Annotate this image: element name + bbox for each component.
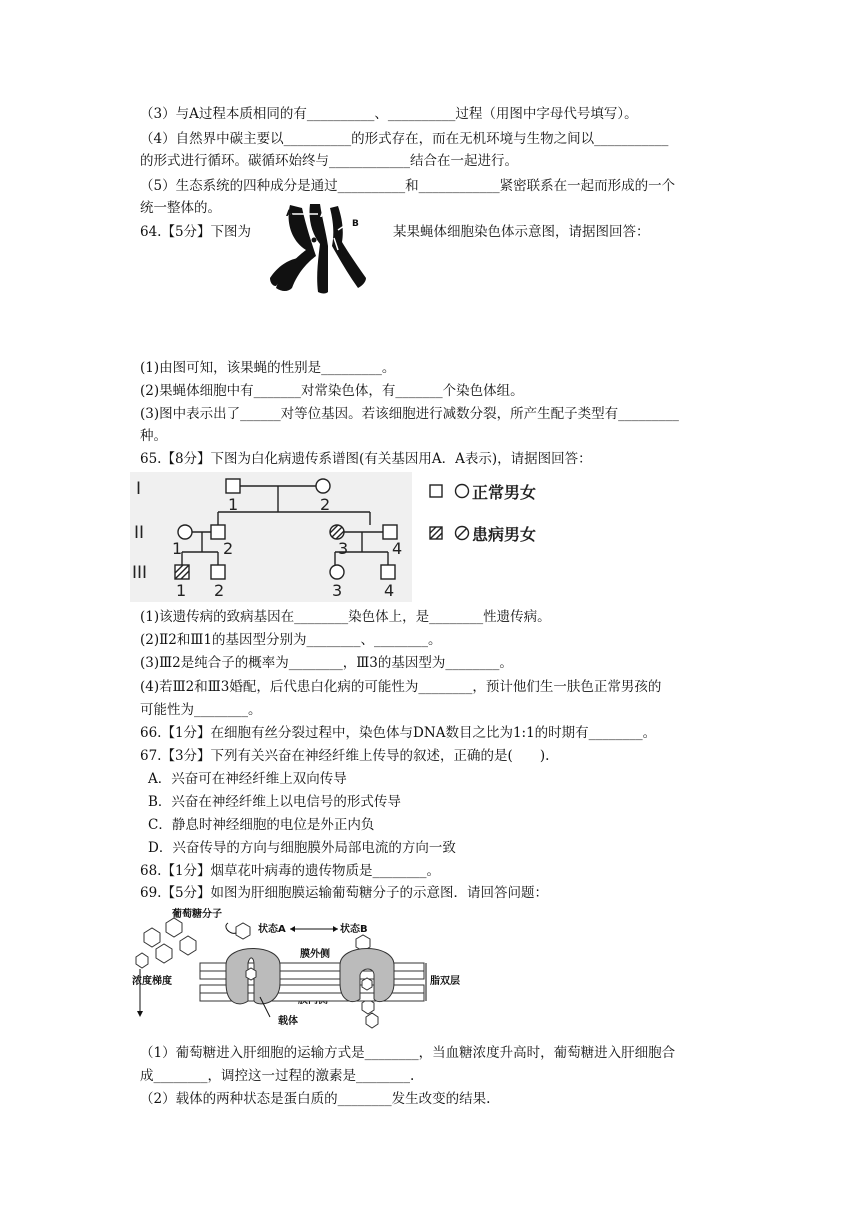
pedigree-III-4: 4	[384, 581, 395, 600]
q67-option-b: B．兴奋在神经纤维上以电信号的形式传导	[148, 794, 401, 810]
q64-question-1: (1)由图可知，该果蝇的性别是_________。	[140, 360, 396, 376]
glucose-transport-figure	[130, 905, 480, 1035]
q67-option-c: C．静息时神经细胞的电位是外正内负	[148, 817, 375, 833]
pedigree-III-3: 3	[332, 581, 343, 600]
q65-question-3: (3)Ⅲ2是纯合子的概率为________，Ⅲ3的基因型为________。	[140, 655, 513, 671]
label-gradient: 浓度梯度	[132, 976, 172, 987]
label-glucose: 葡萄糖分子	[172, 909, 222, 920]
q67-heading: 67.【3分】下列有关兴奋在神经纤维上传导的叙述，正确的是( ).	[140, 748, 550, 764]
pedigree-III-2: 2	[214, 581, 225, 600]
pedigree-II-1: 1	[172, 539, 183, 558]
chromosome-label-A2: A	[320, 210, 327, 220]
q65-heading: 65.【8分】下图为白化病遗传系谱图(有关基因用A．A表示)，请据图回答：	[140, 451, 592, 467]
chromosome-label-b: b	[340, 249, 347, 259]
q64-question-2: (2)果蝇体细胞中有_______对常染色体，有_______个染色体组。	[140, 383, 524, 399]
q63-line4b: 的形式进行循环。碳循环始终与____________结合在一起进行。	[140, 153, 518, 169]
q67-option-a: A．兴奋可在神经纤维上双向传导	[148, 771, 347, 787]
q65-question-2: (2)Ⅱ2和Ⅲ1的基因型分别为________、________。	[140, 632, 442, 648]
q63-line5b: 统一整体的。	[140, 200, 221, 216]
q64-heading-left: 64.【5分】下图为	[140, 224, 252, 240]
q63-line4a: （4）自然界中碳主要以__________的形式存在，而在无机环境与生物之间以___________	[140, 131, 669, 147]
generation-label-1: I	[136, 479, 142, 499]
chromosome-label-B: B	[352, 219, 359, 229]
q69-question-1a: （1）葡萄糖进入肝细胞的运输方式是________，当血糖浓度升高时，葡萄糖进入肝细胞合	[140, 1045, 676, 1061]
q63-line5a: （5）生态系统的四种成分是通过__________和____________紧密联系在一起而形成的一个	[140, 178, 676, 194]
label-bilayer: 脂双层	[430, 976, 460, 987]
chromosome-figure	[268, 200, 368, 296]
pedigree-II-4: 4	[392, 539, 403, 558]
q65-question-4b: 可能性为________。	[140, 702, 262, 718]
q68: 68.【1分】烟草花叶病毒的遗传物质是________。	[140, 863, 441, 879]
label-state-a: 状态A	[258, 924, 286, 935]
legend-normal: 正常男女	[472, 483, 537, 502]
q64-question-3a: (3)图中表示出了______对等位基因。若该细胞进行减数分裂，所产生配子类型有_________	[140, 406, 679, 422]
pedigree-II-3: 3	[338, 539, 349, 558]
q65-question-1: (1)该遗传病的致病基因在________染色体上，是________性遗传病。	[140, 609, 551, 625]
chromosome-label-A1: A	[286, 209, 293, 219]
q69-question-2: （2）载体的两种状态是蛋白质的________发生改变的结果.	[140, 1091, 491, 1107]
q65-question-4a: (4)若Ⅲ2和Ⅲ3婚配，后代患白化病的可能性为________，预计他们生一肤色正常男孩的	[140, 679, 662, 695]
generation-label-2: II	[134, 523, 145, 543]
q64-question-3b: 种。	[140, 428, 167, 444]
q66: 66.【1分】在细胞有丝分裂过程中，染色体与DNA数目之比为1:1的时期有________。	[140, 725, 657, 741]
pedigree-chart	[130, 472, 570, 602]
legend-affected: 患病男女	[472, 525, 537, 544]
q67-option-d: D．兴奋传导的方向与细胞膜外局部电流的方向一致	[148, 840, 456, 856]
label-carrier: 载体	[278, 1016, 298, 1027]
label-outside: 膜外侧	[300, 949, 330, 960]
pedigree-I-1: 1	[228, 495, 239, 514]
q63-line3: （3）与A过程本质相同的有__________、__________过程（用图中字母代号填写）。	[140, 106, 638, 122]
pedigree-I-2: 2	[320, 495, 331, 514]
q69-heading: 69.【5分】如图为肝细胞膜运输葡萄糖分子的示意图．请回答问题：	[140, 885, 549, 901]
label-state-b: 状态B	[340, 924, 368, 935]
generation-label-3: III	[132, 563, 148, 583]
pedigree-II-2: 2	[223, 539, 234, 558]
q69-question-1b: 成________，调控这一过程的激素是________.	[140, 1068, 415, 1084]
q64-heading-right: 某果蝇体细胞染色体示意图，请据图回答：	[393, 224, 650, 240]
pedigree-III-1: 1	[176, 581, 187, 600]
